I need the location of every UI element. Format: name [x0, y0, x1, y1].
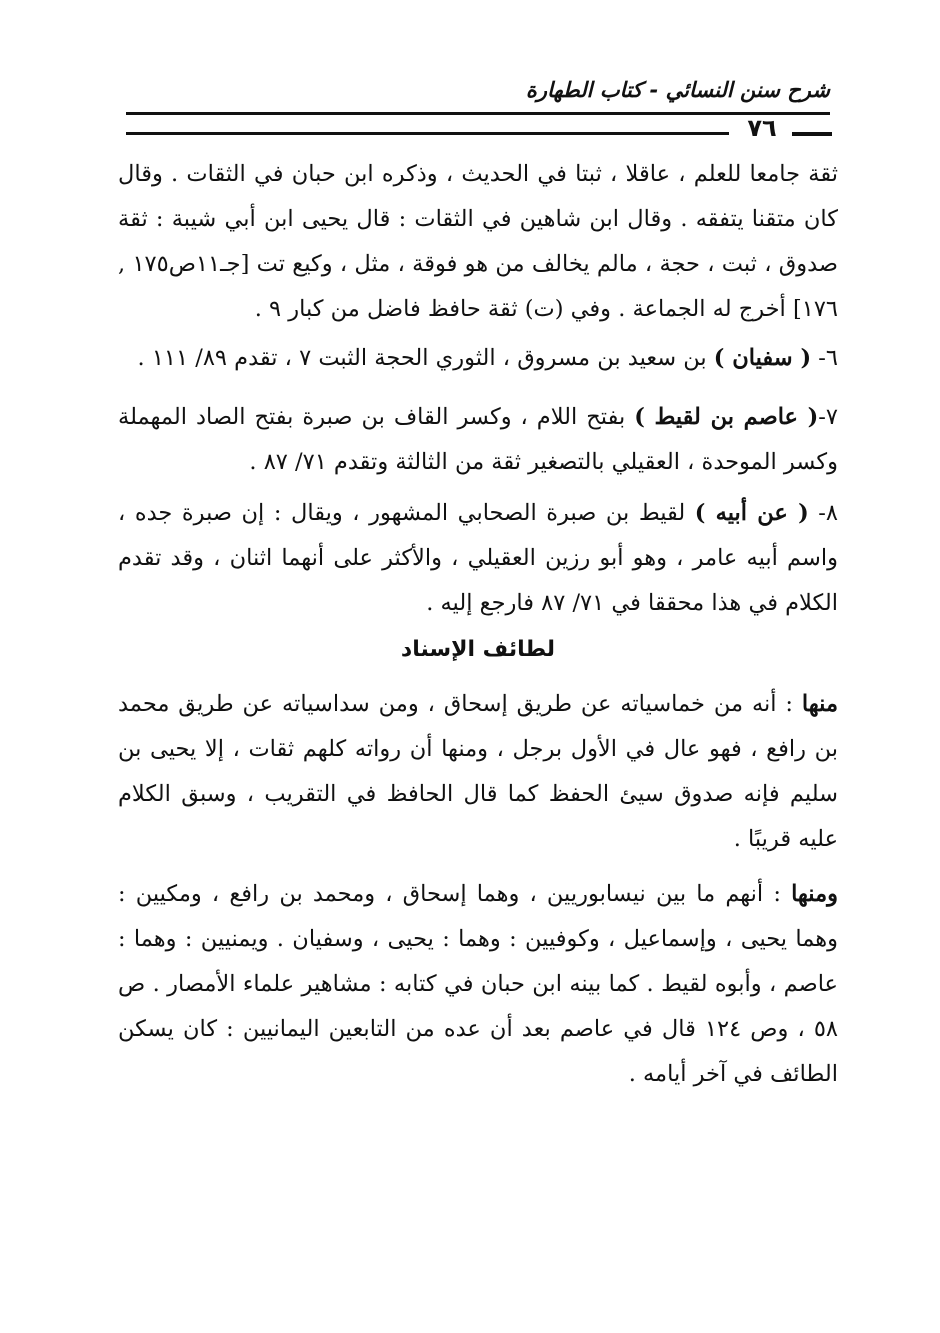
narrator-8-text: لقيط بن صبرة الصحابي المشهور ، ويقال : إن صبرة جده ، واسم أبيه عامر ، وهو أبو رزين العقيلي ، والأكثر على أنهما اثنان ، وقد تقدم الكلام في هذا محققا في ٧١/ ٨٧ فارجع إليه . — [118, 500, 838, 616]
narrator-7-name: ( عاصم بن لقيط ) — [634, 404, 819, 430]
running-title: شرح سنن النسائي - كتاب الطهارة — [525, 78, 830, 102]
section-heading: لطائف الإسناد — [400, 637, 556, 662]
page-number-rule-right — [792, 132, 832, 136]
isnad-point-1-text: : أنه من خماسياته عن طريق إسحاق ، ومن سداسياته عن طريق محمد بن رافع ، فهو عال في الأول برجل ، ومنها أن رواته كلهم ثقات ، إلا يحيى بن سليم فإنه صدوق سيئ الحفظ كما قال الحافظ في التقريب ، وسبق الكلام عليه قريبًا . — [118, 691, 838, 852]
body-text — [118, 152, 838, 1097]
narrator-6-text: بن سعيد بن مسروق ، الثوري الحجة الثبت ٧ ، تقدم ٨٩/ ١١١ . — [137, 345, 714, 371]
isnad-point-2-lead: ومنها — [791, 881, 838, 907]
narrator-7-number: ٧- — [818, 404, 838, 430]
narrator-8-name: ( عن أبيه ) — [694, 500, 809, 526]
page-number-bar — [0, 110, 940, 150]
paragraph-1 — [118, 152, 838, 332]
isnad-point-1 — [118, 682, 838, 862]
paragraph-1-text: ثقة جامعا للعلم ، عاقلا ، ثبتا في الحديث ، وذكره ابن حبان في الثقات . وقال كان متقنا يتفقه . وقال ابن شاهين في الثقات : قال يحيى ابن أبي شيبة : ثقة صدوق ، ثبت ، حجة ، مالم يخالف من هو فوقة ، مثل ، وكيع تت [جـ١١ص١٧٥ , ١٧٦] أخرج له الجماعة . وفي (ت) ثقة حافظ فاضل من كبار ٩ . — [118, 161, 838, 322]
isnad-point-2 — [118, 872, 838, 1097]
narrator-7-text: بفتح اللام ، وكسر القاف بن صبرة بفتح الصاد المهملة وكسر الموحدة ، العقيلي بالتصغير ثقة من الثالثة وتقدم ٧١/ ٨٧ . — [118, 404, 838, 475]
page-number: ٧٦ — [747, 114, 777, 142]
isnad-point-1-lead: منها — [801, 691, 838, 717]
page-number-rule-left — [126, 132, 729, 135]
narrator-7-entry — [118, 395, 838, 485]
isnad-point-2-text: : أنهم ما بين نيسابوريين ، وهما إسحاق ، ومحمد بن رافع ، ومكيين : وهما يحيى ، وإسماعيل ، وكوفيين : وهما : يحيى ، وسفيان . ويمنيين : وهما : عاصم ، وأبوه لقيط . كما بينه ابن حبان في كتابه : مشاهير علماء الأمصار . ص ٥٨ ، وص ١٢٤ قال في عاصم بعد أن عده من التابعين اليمانيين : كان يسكن الطائف في آخر أيامه . — [118, 881, 838, 1087]
narrator-8-entry — [118, 491, 838, 626]
narrator-6-entry — [118, 336, 838, 381]
narrator-6-number: ٦- — [811, 345, 838, 371]
narrator-6-name: ( سفيان ) — [713, 345, 812, 371]
narrator-8-number: ٨- — [808, 500, 838, 526]
